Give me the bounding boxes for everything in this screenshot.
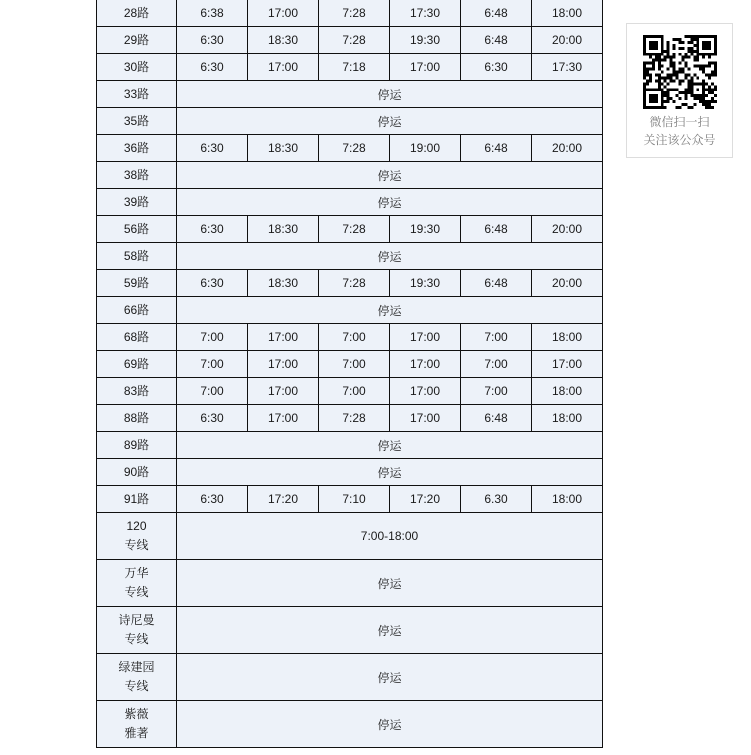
schedule-table-body [97, 0, 603, 748]
route-name-cell: 36路 [97, 135, 177, 162]
time-cell: 17:00 [248, 351, 319, 378]
route-name-cell: 28路 [97, 0, 177, 27]
time-cell: 19:30 [390, 27, 461, 54]
qr-caption-line2: 关注该公众号 [643, 133, 716, 147]
bus-schedule-table-wrap [96, 0, 603, 748]
time-cell: 7:28 [319, 405, 390, 432]
time-cell: 6:30 [177, 270, 248, 297]
route-name-cell: 68路 [97, 324, 177, 351]
span-status-cell: 停运 [177, 108, 603, 135]
time-cell: 18:00 [532, 324, 603, 351]
time-cell: 18:30 [248, 27, 319, 54]
route-name-cell: 万华 专线 [97, 560, 177, 607]
span-status-cell: 停运 [177, 560, 603, 607]
table-row [97, 405, 603, 432]
time-cell: 18:30 [248, 135, 319, 162]
table-row [97, 81, 603, 108]
time-cell: 20:00 [532, 270, 603, 297]
time-cell: 7:28 [319, 27, 390, 54]
time-cell: 17:30 [390, 0, 461, 27]
route-name-cell: 66路 [97, 297, 177, 324]
qr-caption-line1: 微信扫一扫 [649, 115, 710, 129]
time-cell: 6:30 [177, 135, 248, 162]
table-row [97, 701, 603, 748]
time-cell: 6:30 [177, 54, 248, 81]
table-row [97, 54, 603, 81]
table-row [97, 162, 603, 189]
time-cell: 18:30 [248, 216, 319, 243]
time-cell: 6:48 [461, 135, 532, 162]
qr-code-icon [643, 35, 717, 109]
table-row [97, 270, 603, 297]
time-cell: 7:00 [461, 351, 532, 378]
time-cell: 18:00 [532, 378, 603, 405]
table-row [97, 378, 603, 405]
time-cell: 17:00 [390, 324, 461, 351]
time-cell: 6:48 [461, 270, 532, 297]
route-name-cell: 83路 [97, 378, 177, 405]
time-cell: 6:38 [177, 0, 248, 27]
time-cell: 17:00 [390, 405, 461, 432]
span-status-cell: 停运 [177, 189, 603, 216]
time-cell: 6:30 [177, 27, 248, 54]
time-cell: 17:00 [248, 324, 319, 351]
table-row [97, 654, 603, 701]
time-cell: 6:48 [461, 405, 532, 432]
time-cell: 7:00 [461, 378, 532, 405]
route-name-cell: 88路 [97, 405, 177, 432]
table-row [97, 324, 603, 351]
time-cell: 6:48 [461, 216, 532, 243]
time-cell: 20:00 [532, 27, 603, 54]
time-cell: 17:00 [532, 351, 603, 378]
schedule-table [96, 0, 603, 748]
table-row [97, 108, 603, 135]
route-name-cell: 诗尼曼 专线 [97, 607, 177, 654]
time-cell: 6:48 [461, 27, 532, 54]
time-cell: 6:30 [177, 486, 248, 513]
route-name-cell: 59路 [97, 270, 177, 297]
time-cell: 19:30 [390, 270, 461, 297]
route-name-cell: 91路 [97, 486, 177, 513]
time-cell: 17:00 [390, 351, 461, 378]
time-cell: 6:30 [177, 405, 248, 432]
span-status-cell: 停运 [177, 243, 603, 270]
time-cell: 17:00 [390, 378, 461, 405]
span-status-cell: 停运 [177, 297, 603, 324]
route-name-cell: 58路 [97, 243, 177, 270]
route-name-cell: 30路 [97, 54, 177, 81]
wechat-qr-panel [626, 23, 733, 158]
time-cell: 6:30 [461, 54, 532, 81]
span-status-cell: 停运 [177, 654, 603, 701]
time-cell: 18:00 [532, 0, 603, 27]
span-status-cell: 7:00-18:00 [177, 513, 603, 560]
table-row [97, 189, 603, 216]
time-cell: 6.30 [461, 486, 532, 513]
route-name-cell: 39路 [97, 189, 177, 216]
span-status-cell: 停运 [177, 607, 603, 654]
table-row [97, 27, 603, 54]
time-cell: 17:20 [390, 486, 461, 513]
route-name-cell: 38路 [97, 162, 177, 189]
time-cell: 17:00 [248, 54, 319, 81]
route-name-cell: 33路 [97, 81, 177, 108]
time-cell: 6:48 [461, 0, 532, 27]
time-cell: 18:30 [248, 270, 319, 297]
table-row [97, 560, 603, 607]
table-row [97, 432, 603, 459]
time-cell: 17:00 [248, 405, 319, 432]
table-row [97, 297, 603, 324]
route-name-cell: 29路 [97, 27, 177, 54]
time-cell: 18:00 [532, 486, 603, 513]
time-cell: 7:10 [319, 486, 390, 513]
time-cell: 17:20 [248, 486, 319, 513]
time-cell: 7:00 [177, 324, 248, 351]
route-name-cell: 89路 [97, 432, 177, 459]
span-status-cell: 停运 [177, 432, 603, 459]
time-cell: 7:28 [319, 135, 390, 162]
time-cell: 17:30 [532, 54, 603, 81]
time-cell: 17:00 [248, 0, 319, 27]
route-name-cell: 56路 [97, 216, 177, 243]
time-cell: 17:00 [248, 378, 319, 405]
table-row [97, 513, 603, 560]
time-cell: 7:28 [319, 270, 390, 297]
time-cell: 7:00 [319, 351, 390, 378]
table-row [97, 351, 603, 378]
table-row [97, 459, 603, 486]
span-status-cell: 停运 [177, 81, 603, 108]
table-row [97, 486, 603, 513]
route-name-cell: 35路 [97, 108, 177, 135]
time-cell: 18:00 [532, 405, 603, 432]
route-name-cell: 120 专线 [97, 513, 177, 560]
time-cell: 7:00 [461, 324, 532, 351]
time-cell: 19:30 [390, 216, 461, 243]
table-row [97, 607, 603, 654]
time-cell: 19:00 [390, 135, 461, 162]
table-row [97, 0, 603, 27]
table-row [97, 216, 603, 243]
time-cell: 7:00 [177, 351, 248, 378]
route-name-cell: 69路 [97, 351, 177, 378]
time-cell: 20:00 [532, 135, 603, 162]
time-cell: 17:00 [390, 54, 461, 81]
time-cell: 7:28 [319, 216, 390, 243]
span-status-cell: 停运 [177, 459, 603, 486]
span-status-cell: 停运 [177, 701, 603, 748]
time-cell: 20:00 [532, 216, 603, 243]
time-cell: 6:30 [177, 216, 248, 243]
table-row [97, 135, 603, 162]
span-status-cell: 停运 [177, 162, 603, 189]
time-cell: 7:28 [319, 0, 390, 27]
table-row [97, 243, 603, 270]
route-name-cell: 紫薇 雅著 [97, 701, 177, 748]
time-cell: 7:00 [177, 378, 248, 405]
route-name-cell: 绿建园 专线 [97, 654, 177, 701]
time-cell: 7:00 [319, 324, 390, 351]
time-cell: 7:00 [319, 378, 390, 405]
route-name-cell: 90路 [97, 459, 177, 486]
time-cell: 7:18 [319, 54, 390, 81]
